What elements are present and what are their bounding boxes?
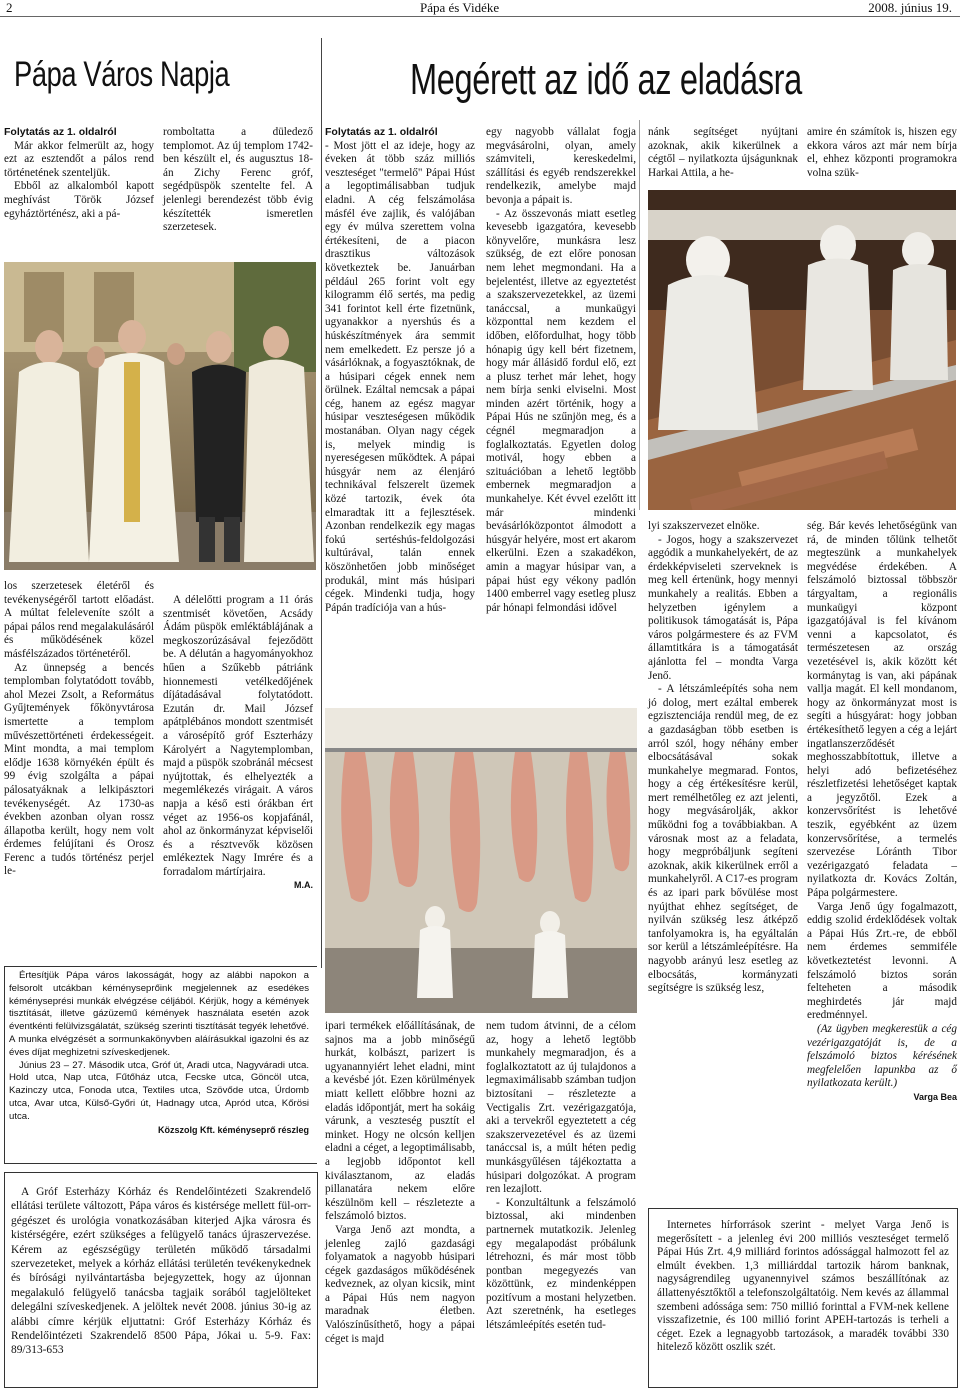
paragraph: Ebből az alkalomból kapott meghívást Török József egyháztörténész, aki a pá- — [4, 180, 154, 220]
notice-signature: Közszolg Kft. kéményseprő részleg — [157, 1124, 309, 1135]
paragraph: los szerzetesek életéről és tevékenységéről tartott előadást. A múltat feleleveníte szólt a pápai pálos rend megalakulásáról és működésének közel másfélszázados történetéről. — [4, 580, 154, 660]
article2-kicker: Folytatás az 1. oldalról — [325, 126, 438, 138]
paragraph: - Konzultáltunk a felszámoló biztossal, aki mindenben partnernek mutatkozik. Jelenleg egy megalapodást próbálunk létrehozni, és már most több pontban megegyezés van közöttünk, ez mindenképpen pozitívum a mostani helyzetben. Azt szeretnénk, ha esetleges létszámleépítés esetén tud- — [486, 1196, 636, 1332]
paragraph: Már akkor felmerült az, hogy ezt az esztendőt a pálos rend történetének szenteljük. — [4, 139, 154, 179]
notice-schedule: Június 23 – 27. Második utca, Gróf út, Aradi utca, Nagyváradi utca. Hold utca, Nap utca, Fűtőház utca, Fecske utca, Göncöl utca, Kazinczy utca, Fonoda utca, Textiles utca, Szövőde utca, Úrdomb utca, Avar utca, Külső-Győri út, Hadnagy utca, Apród utca, Kőrösi utca. — [9, 1059, 309, 1122]
article2-col4-top — [807, 126, 957, 180]
paragraph: romboltatta a düledező templomot. Az új templom 1742-ben készült el, és augusztus 18-án Zichy Ferenc gróf, segédpüspök szentelte fel. A jelenlegi berendezést több évig készítették ismeretlen szerzetesek. — [163, 126, 313, 234]
paragraph: - Az összevonás miatt esetleg kevesebb igazgatóra, kevesebb könyvelőre, munkásra lesz szükség, de ezt előre ponosan nem lehet megmondani. Ha a bejelentést, illetve az egyeztetést a szakszervezetekkel, az üzemi tanáccsal, a munkaügyi központtal nem kezdem el időben, előfordulhat, hogy több hónapig úgy kell bért fizetnem, hogy már állásidő fordul elő, ezt a plusz terhet már lehet, hogy nem bírja senki elviselni. Most minden azért történik, hogy a Pápai Hús ne szűnjön meg, és a cégnél megmaradjon a foglalkoztatás. Egyetlen dolog motivál, hogy ebben a szituációban a lehető legtöbb embernek megmaradjon a munkahelye. Két évvel ezelőtt itt már mindenki bevásárlóközpontot álmodott a húsgyár helyére, most ert akarom elkerülni. Ezen a szakadékon, amin a magyar húsipar van, a pápai húst egy vékony padlón 1400 emberrel vagy esetleg plusz pár hónapi felmondási idővel — [486, 207, 636, 614]
paragraph: amire én számítok is, hiszen egy ekkora város azt már nem bírja el, ehhez központi programokra volna szük- — [807, 126, 957, 179]
meat-processing-photo — [648, 190, 956, 510]
debt-info-box — [648, 1208, 958, 1388]
paragraph: nem tudom átvinni, de a célom az, hogy a lehető legtöbb munkahely megmaradjon, és a foglalkoztatott az új tulajdonos a legmaximálisabb számban tudjon biztosítani – részletezte a Vectigalis Zrt. vezérigazgatója, aki a tervekről egyeztetett a cég szakszervezetével és az üzemi tanáccsal is, a múlt héten pedig munkásgyűlésen tájékoztatta a húsipari dolgozókat. A program ren lezajlott. — [486, 1020, 636, 1196]
paragraph: lyi szakszervezet elnöke. — [648, 520, 760, 532]
article1-title: Pápa Város Napja — [14, 55, 230, 94]
page-header — [0, 0, 960, 17]
article2-col2-bottom — [486, 1020, 636, 1333]
article1-col1-bottom — [4, 580, 154, 879]
article2-col3-top — [648, 126, 798, 180]
paragraph: ipari termékek előállításának, de sajnos ma a jobb minőségű hurkát, kolbászt, parizert is ugyanannyiért lehet eladni, mint a kevésbé jót. Ezen körülmények miatt kellett előbbre hozni az eladás időpontját, mert ha sokáig várunk, a veszteség pusztít el minket. Hogy ne olcsón kelljen eladni a céget, a legoptimálisabb, a legjobb időpontot kell kiválasztanom, az eladás pillanatára nekem előre készülnöm kell – részletezte a felszámoló biztos. — [325, 1020, 475, 1223]
column-divider — [639, 120, 640, 510]
article1-kicker: Folytatás az 1. oldalról — [4, 126, 117, 138]
article2-col1-bottom — [325, 1020, 475, 1346]
paragraph: - A létszámleépítés soha nem jó dolog, mert ezáltal emberek egzisztenciája rendül meg, de ez a gazdaságban több esetben is arról szól, hogy néhány ember elbocsátásával sokak munkahelye megmarad. Fontos, hogy a cég értékesítésre kerül, mert remélhetőleg ez azt jelenti, hogy megvásárolják, akkor működni fog a továbbiakban. A városnak most az a feladata, hogy megpróbáljunk segíteni azoknak, akik kikerülnek erről a munkahelyről. A C17-es program és az ipari park bővülése most nyújthat ehhez segítséget, de nyilván szükség lesz átképző tanfolyamokra is, ha egyáltalán sor kerül a létszámleépítésre. Ha nagyobb arányú lesz esetleg az elbocsátás, kormányzati segítségre is szükség lesz, — [648, 683, 798, 995]
paragraph: A délelőtti program a 11 órás szentmisét követően, Acsády Ádám püspök emléktáblájának a megkoszorúzásával fejeződött be. A délután a hagyományokhoz hűen a Szűkebb pátriánk hionnemesti vetélkedőjének díjátadásával folytatódott. Ezután dr. Mail József apátplébános mondott szentmisét a városépítő gróf Eszterházy Károlyért a Nagytemplomban, majd a püspök szobránál mécsest nyújtottak, és elhelyezték a megemlékezés virágait. A város napja a késő esti órákban ért véget az 1956-os kopjafánál, ahol az önkormányzat képviselői és a résztvevők közösen emlékeztek Nagy Imrére és a forradalom mártírjaira. — [163, 594, 313, 878]
hospital-paragraph: A Gróf Esterházy Kórház és Rendelőintézeti Szakrendelő ellátási területe változott, Pápa város és kistérsége mellett fül-orr-gégészet és urológia vonatkozásában kiterjed Ajka városra és kistérségére, ezért szükséges a felügyelő tanács újraszervezése. Kérem az egészségügy területén működő társadalmi szervezeteket, melyek a kórház ellátási területén tevékenykednek és bírósági nyilvántartásba bejegyzettek, hogy az újonnan megalakuló felügyelő tanácsba tagjaik sorából tagjelölteket delegálni szíveskedjenek. A jelöltek nevét 2008. június 30-ig az alábbi címre kérjük eljuttatni: Gróf Esterházy Kórház és Rendelőintézeti Szakrendelő 8500 Pápa, Jókai u. 5-9. Fax: 89/313-653 — [11, 1186, 311, 1357]
paragraph: egy nagyobb vállalat fogja megvásárolni, olyan, amely számviteli, kereskedelmi, szállítási és egyéb rendszerekkel rendelkezik, amelybe majd bevonja a pápait is. — [486, 126, 636, 206]
page-number: 2 — [6, 0, 13, 15]
paragraph: nánk segítséget nyújtani azoknak, akik kikerülnek a cégtől – nyilatkozta újságunknak Harkai Attila, a he- — [648, 126, 798, 179]
priests-procession-photo — [4, 262, 316, 570]
article2-col3-mid — [648, 520, 798, 996]
paragraph: - Most jött el az ideje, hogy az éveken át több száz milliós veszteséget "termelő" Pápai Húst a legoptimálisabban tudjuk eladni. A cég felszámolása másfél éve zajlik, és valójában egy év múlva szerettem volna értékesíteni, de a piacon drasztikus változások következtek be. Januárban például 265 forint volt egy kilogramm élő sertés, ma pedig 341 forintot kell érte fizetnünk, ugyanakkor a nyershús és a húskészítmények ára semmit nem emelkedett. Ez persze jó a vásárlóknak, a fogyasztóknak, de a húsipari cégek ennek nem örülnek. Ezáltal nemcsak a pápai cég, hanem az egész magyar húsipar veszteségesen működik mostanában. Olyan nagy cégek is, melyek mindig is nyereségesen működtek. A pápai húsgyár nem az élenjáró technikával felszerelt üzemek közé tartozik, évek óta elmaradtak itt a fejlesztések. Azonban rendelkezik egy magas fokú sertéshús-feldolgozási kultúrával, talán ennek köszönhetően jobb minőséget produkál, mint más húsipari cégek. Mindenki tudja, hogy Pápán tradíciója van a hús- — [325, 139, 475, 614]
article2-col2-top — [486, 126, 636, 615]
article1-signature: M.A. — [294, 880, 313, 891]
editorial-note: (Az ügyben megkerestük a cég vezérigazgatóját is, de a felszámoló biztos kérésének megfelelően lapunkba az ő nyilatkozata került.) — [807, 1022, 957, 1090]
hospital-notice-box — [4, 1172, 318, 1388]
box-paragraph: Internetes hírforrások szerint - melyet Varga Jenő is megerősített - a jelenleg évi 200 milliós veszteséget termelő Pápai Hús Zrt. 4,9 milliárd forintos adóssággal halmozott fel az elmúlt években. 1,3 milliárddal tartozik három banknak, nagyságrendileg ugyanennyivel számos beszállítónak az állattenyésztőktől a telefonszolgáltatóig. Nem kevés az állammal szembeni adóssága sem: 750 millió forinttal a FVM-nek kellene visszafizetnie, és 100 millió forint APEH-tartozás is terheli a céget. Ezek a legnagyobb tartozások, a maradék további 330 hitelező között oszlik szét. — [657, 1219, 949, 1354]
article1-col2-bottom — [163, 594, 313, 893]
paragraph: Varga Jenő azt mondta, a jelenleg zajló gazdasági folyamatok a nagyobb húsipari cégek gazdaságos működésének kedveznek, az olyan kicsik, mint a Pápai Hús nem nagyon maradnak életben. Valószínűsíthető, hogy a pápai céget is majd — [325, 1223, 475, 1345]
paragraph: Varga Jenő úgy fogalmazott, eddig szolid érdeklődések voltak a Pápai Hús Zrt.-re, de ebből nem érdemes semmiféle következtetést levonni. A felszámoló biztos során felteheten a második meghirdetés jár majd eredménnyel. — [807, 900, 957, 1022]
chimney-notice-box — [4, 966, 317, 1164]
publication-name: Pápa és Vidéke — [420, 0, 500, 15]
article2-title: Megérett az idő az eladásra — [410, 55, 802, 104]
article1-col2-top — [163, 126, 313, 235]
paragraph: - Jogos, hogy a szakszervezet aggódik a munkahelyekért, de az érdekképviseleti szerveknek is meg kell értenünk, hogy mennyi munkahely a realitás. Ebben a helyzetben igénylem a politikusok támogatását is, Pápa város polgármestere és az FVM államtitkára is a támogatását ajánlotta fel – mondta Varga Jenő. — [648, 533, 798, 682]
issue-date: 2008. június 19. — [868, 0, 952, 15]
article2-col4-mid — [807, 520, 957, 1105]
paragraph: Az ünnepség a bencés templomban folytatódott tovább, ahol Mezei Zsolt, a Református Gyűjtemények főkönyvtárosa ismertette a templom művészettörténeti érdekességeit. Mint mondta, a mai templom elődje 1638 környékén épült és 99 évig szolgálta a pápai pálosatyáknak a lelkipásztori tevékenységét. Az 1730-as években azonban olyan rossz állapotba került, hogy nem volt érdemes felújítani és Orosz Ferenc a tudós történész perjel le- — [4, 661, 154, 878]
article1-col1-top — [4, 126, 154, 221]
notice-paragraph: Értesítjük Pápa város lakosságát, hogy az alábbi napokon a felsorolt utcákban kéményseprőink megjelennek az esedékes kéményseprési munkák elvégzése céljából. Kérjük, hogy a kémények tisztítását, illetve gázüzemű kémények használata esetén azok éventkénti felülvizsgálatát, szükség szerinti tisztítását tegyék lehetővé. A munka elvégzését a sormunkakönyvben aláírásukkal igazolni és az éves díjat meghizetni szíveskedjenek. — [9, 970, 309, 1058]
column-divider — [321, 38, 322, 968]
article2-signature: Varga Bea — [913, 1091, 957, 1102]
slaughterhouse-photo — [325, 708, 637, 1013]
paragraph: ség. Bár kevés lehetőségünk van rá, de minden tőlünk telhetőt megteszünk a munkahelyek megvédése érdekében. A felszámoló biztossal többször tárgyaltam, a regionális munkaügyi központ igazgatójával is fel kívánom venni a kapcsolatot, és természetesen az ország vezetésével is, akik között két kormánytag is van, aki pápának vallja magát. El kell mondanom, hogy az önkormányzat most is segíti a húsgyárat: hogy jobban értékesíthető legyen a cég a lejárt ingatlanszerződését meghosszabbítottuk, illetve a helyi adó befizetéséhez részletfizetési lehetőséget kaptak a jegyzőtől. Ezek a konzervsőrítést is lehetővé teszik, egyébként az üzem konzervsőrítése, a termelés szervezése Lóránth Tibor vezérigazgató feladata – nyilatkozta dr. Kovács Zoltán, Pápa polgármestere. — [807, 520, 957, 900]
article2-col1-top — [325, 126, 475, 615]
